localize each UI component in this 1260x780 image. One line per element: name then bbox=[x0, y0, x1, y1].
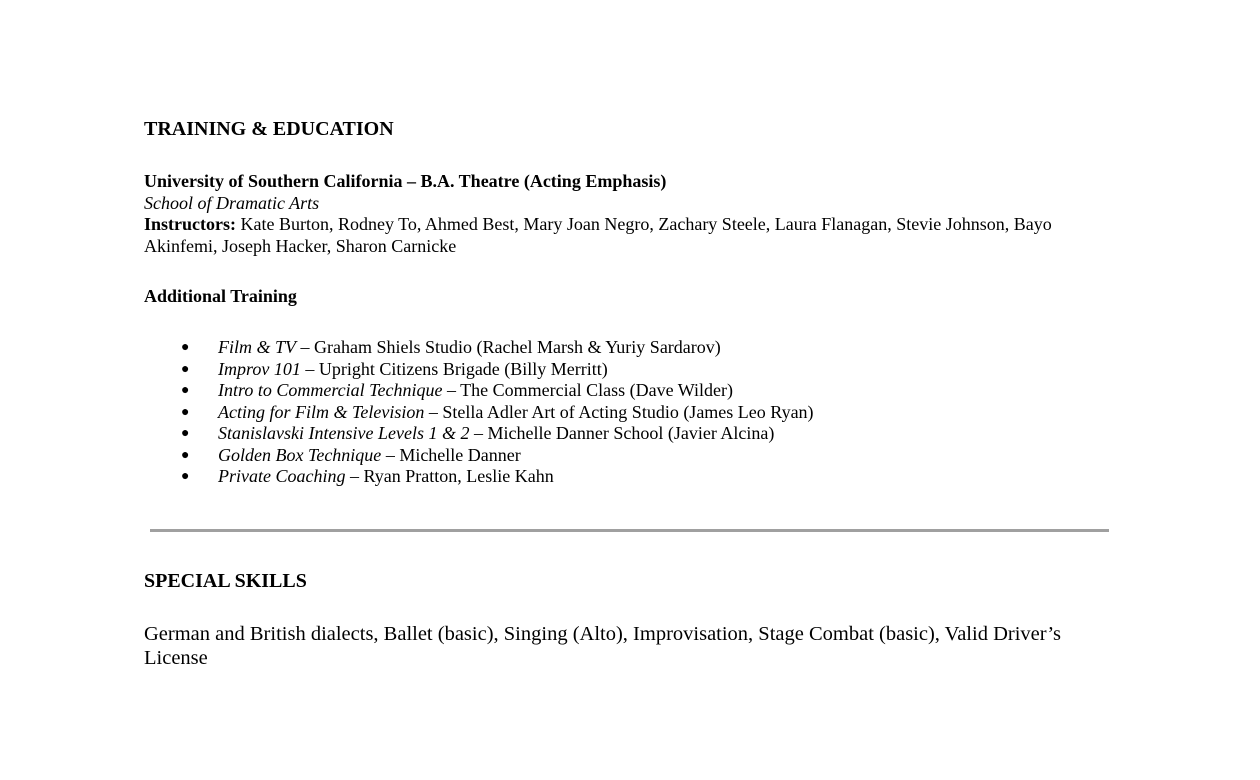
additional-training-list bbox=[144, 337, 814, 488]
course-name: Private Coaching bbox=[218, 466, 346, 486]
instructors-line bbox=[144, 214, 1104, 257]
course-name: Improv 101 bbox=[218, 358, 301, 379]
list-item bbox=[144, 445, 814, 467]
list-item bbox=[144, 402, 814, 424]
course-name: Intro to Commercial Technique bbox=[218, 380, 443, 400]
bullet-icon: ● bbox=[181, 361, 190, 377]
bullet-icon: ● bbox=[181, 469, 190, 484]
education-block bbox=[144, 171, 1104, 257]
special-skills-heading: SPECIAL SKILLS bbox=[144, 570, 307, 592]
list-item bbox=[144, 423, 814, 445]
course-name: Film & TV bbox=[218, 337, 297, 357]
training-education-heading: TRAINING & EDUCATION bbox=[144, 118, 394, 140]
list-item bbox=[144, 337, 814, 359]
course-detail: – Stella Adler Art of Acting Studio (James Leo Ryan) bbox=[424, 401, 814, 422]
list-item bbox=[144, 466, 814, 488]
course-detail: – Graham Shiels Studio (Rachel Marsh & Yuriy Sardarov) bbox=[296, 337, 721, 357]
instructors-list: Kate Burton, Rodney To, Ahmed Best, Mary Joan Negro, Zachary Steele, Laura Flanagan, Stevie Johnson, Bayo Akinfemi, Joseph Hacker, Sharon Carnicke bbox=[144, 214, 1052, 256]
school-name: School of Dramatic Arts bbox=[144, 192, 320, 213]
course-detail: – Michelle Danner bbox=[381, 444, 521, 465]
course-name: Acting for Film & Television bbox=[218, 401, 425, 422]
list-item bbox=[144, 380, 814, 402]
instructors-label: Instructors: bbox=[144, 214, 236, 234]
bullet-icon: ● bbox=[181, 447, 190, 463]
special-skills-text: German and British dialects, Ballet (basic), Singing (Alto), Improvisation, Stage Combat (basic), Valid Driver’s License bbox=[144, 623, 1062, 669]
course-name: Stanislavski Intensive Levels 1 & 2 bbox=[218, 423, 470, 443]
course-detail: – The Commercial Class (Dave Wilder) bbox=[442, 380, 734, 400]
university-degree: University of Southern California – B.A. Theatre (Acting Emphasis) bbox=[144, 171, 667, 191]
course-name: Golden Box Technique bbox=[218, 444, 382, 465]
course-detail: – Michelle Danner School (Javier Alcina) bbox=[469, 423, 775, 443]
additional-training-heading: Additional Training bbox=[144, 286, 297, 306]
bullet-icon: ● bbox=[181, 404, 190, 420]
list-item bbox=[144, 359, 814, 381]
bullet-icon: ● bbox=[181, 383, 190, 398]
bullet-icon: ● bbox=[181, 340, 190, 355]
course-detail: – Ryan Pratton, Leslie Kahn bbox=[345, 466, 554, 486]
bullet-icon: ● bbox=[181, 426, 190, 441]
course-detail: – Upright Citizens Brigade (Billy Merritt) bbox=[300, 358, 608, 379]
section-divider bbox=[150, 529, 1109, 532]
